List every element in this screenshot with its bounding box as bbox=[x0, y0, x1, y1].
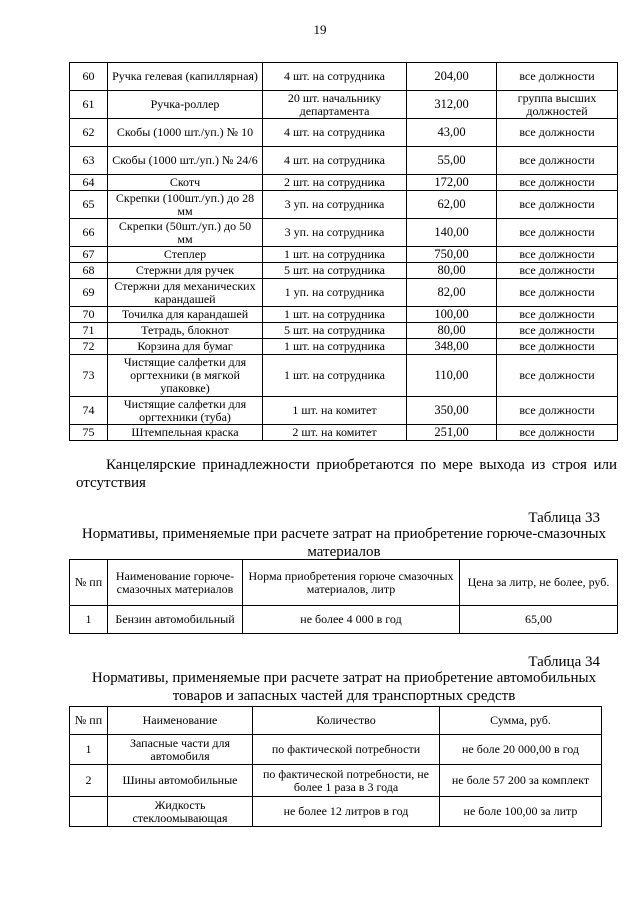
cell-price: 140,00 bbox=[407, 219, 497, 247]
cell-name: Стержни для механических карандашей bbox=[108, 279, 263, 307]
cell-positions: все должности bbox=[497, 247, 618, 263]
cell-norm: 5 шт. на сотрудника bbox=[263, 263, 407, 279]
cell-positions: все должности bbox=[497, 279, 618, 307]
table-row bbox=[70, 797, 602, 827]
cell-positions: все должности bbox=[497, 323, 618, 339]
cell-positions: все должности bbox=[497, 147, 618, 175]
table-row bbox=[70, 63, 618, 91]
cell-name: Чистящие салфетки для оргтехники (в мягкой упаковке) bbox=[108, 355, 263, 397]
cell-price: 80,00 bbox=[407, 263, 497, 279]
cell-positions: все должности bbox=[497, 219, 618, 247]
table-row bbox=[70, 263, 618, 279]
table-34-caption: Нормативы, применяемые при расчете затрат на приобретение автомобильных товаров и запасных частей для транспортных средств bbox=[91, 670, 597, 704]
cell-norm: 3 уп. на сотрудника bbox=[263, 191, 407, 219]
table-cell: по фактической потребности, не более 1 раза в 3 года bbox=[253, 765, 440, 797]
cell-name: Степлер bbox=[108, 247, 263, 263]
header-cell: Количество bbox=[253, 707, 440, 735]
cell-positions: все должности bbox=[497, 397, 618, 425]
cell-name: Чистящие салфетки для оргтехники (туба) bbox=[108, 397, 263, 425]
cell-price: 82,00 bbox=[407, 279, 497, 307]
cell-name: Ручка гелевая (капиллярная) bbox=[108, 63, 263, 91]
header-cell: Сумма, руб. bbox=[440, 707, 602, 735]
table-row bbox=[70, 735, 602, 765]
cell-n: 73 bbox=[70, 355, 108, 397]
table-row bbox=[70, 339, 618, 355]
cell-price: 172,00 bbox=[407, 175, 497, 191]
table-cell: Шины автомобильные bbox=[108, 765, 253, 797]
cell-positions: группа высших должностей bbox=[497, 91, 618, 119]
table-row bbox=[70, 425, 618, 441]
table-row bbox=[70, 307, 618, 323]
cell-norm: 5 шт. на сотрудника bbox=[263, 323, 407, 339]
cell-name: Корзина для бумаг bbox=[108, 339, 263, 355]
table-row bbox=[70, 175, 618, 191]
table-row bbox=[70, 219, 618, 247]
cell-n: 67 bbox=[70, 247, 108, 263]
cell-n: 61 bbox=[70, 91, 108, 119]
cell-n: 64 bbox=[70, 175, 108, 191]
header-cell: Норма приобретения горюче смазочных материалов, литр bbox=[243, 560, 460, 606]
cell-norm: 1 шт. на сотрудника bbox=[263, 339, 407, 355]
cell-norm: 1 шт. на комитет bbox=[263, 397, 407, 425]
cell-positions: все должности bbox=[497, 191, 618, 219]
cell-norm: 4 шт. на сотрудника bbox=[263, 147, 407, 175]
cell-positions: все должности bbox=[497, 63, 618, 91]
cell-n: 66 bbox=[70, 219, 108, 247]
cell-n: 68 bbox=[70, 263, 108, 279]
cell-norm: 2 шт. на сотрудника bbox=[263, 175, 407, 191]
cell-positions: все должности bbox=[497, 339, 618, 355]
table-cell: не более 4 000 в год bbox=[243, 606, 460, 634]
cell-price: 204,00 bbox=[407, 63, 497, 91]
cell-norm: 4 шт. на сотрудника bbox=[263, 119, 407, 147]
cell-price: 62,00 bbox=[407, 191, 497, 219]
table-cell: не боле 20 000,00 в год bbox=[440, 735, 602, 765]
cell-norm: 1 шт. на сотрудника bbox=[263, 247, 407, 263]
auto-parts-table bbox=[69, 706, 602, 827]
supplies-note: Канцелярские принадлежности приобретаются по мере выхода из строя или отсутствия bbox=[76, 457, 617, 491]
table-cell: Бензин автомобильный bbox=[108, 606, 243, 634]
cell-norm: 3 уп. на сотрудника bbox=[263, 219, 407, 247]
cell-n: 70 bbox=[70, 307, 108, 323]
cell-norm: 20 шт. начальнику департамента bbox=[263, 91, 407, 119]
table-cell: 2 bbox=[70, 765, 108, 797]
cell-name: Ручка-роллер bbox=[108, 91, 263, 119]
cell-price: 55,00 bbox=[407, 147, 497, 175]
cell-price: 110,00 bbox=[407, 355, 497, 397]
cell-n: 71 bbox=[70, 323, 108, 339]
table-33-label: Таблица 33 bbox=[528, 510, 600, 526]
cell-positions: все должности bbox=[497, 263, 618, 279]
table-cell: 65,00 bbox=[460, 606, 618, 634]
cell-name: Скотч bbox=[108, 175, 263, 191]
table-cell: не боле 57 200 за комплект bbox=[440, 765, 602, 797]
cell-n: 74 bbox=[70, 397, 108, 425]
cell-norm: 2 шт. на комитет bbox=[263, 425, 407, 441]
cell-norm: 1 шт. на сотрудника bbox=[263, 307, 407, 323]
table-33-caption: Нормативы, применяемые при расчете затрат на приобретение горюче-смазочных материалов bbox=[81, 526, 607, 560]
table-row bbox=[70, 323, 618, 339]
cell-name: Точилка для карандашей bbox=[108, 307, 263, 323]
cell-price: 80,00 bbox=[407, 323, 497, 339]
table-row bbox=[70, 355, 618, 397]
table-cell: Запасные части для автомобиля bbox=[108, 735, 253, 765]
cell-price: 100,00 bbox=[407, 307, 497, 323]
cell-positions: все должности bbox=[497, 355, 618, 397]
cell-name: Скобы (1000 шт./уп.) № 10 bbox=[108, 119, 263, 147]
table-row bbox=[70, 119, 618, 147]
table-row bbox=[70, 147, 618, 175]
cell-positions: все должности bbox=[497, 307, 618, 323]
cell-name: Скрепки (100шт./уп.) до 28 мм bbox=[108, 191, 263, 219]
cell-norm: 1 уп. на сотрудника bbox=[263, 279, 407, 307]
cell-positions: все должности bbox=[497, 425, 618, 441]
cell-norm: 1 шт. на сотрудника bbox=[263, 355, 407, 397]
cell-norm: 4 шт. на сотрудника bbox=[263, 63, 407, 91]
header-cell: Цена за литр, не более, руб. bbox=[460, 560, 618, 606]
cell-positions: все должности bbox=[497, 175, 618, 191]
cell-name: Скобы (1000 шт./уп.) № 24/6 bbox=[108, 147, 263, 175]
table-cell: 1 bbox=[70, 606, 108, 634]
cell-n: 75 bbox=[70, 425, 108, 441]
table-row bbox=[70, 247, 618, 263]
table-cell bbox=[70, 797, 108, 827]
table-row bbox=[70, 279, 618, 307]
cell-n: 72 bbox=[70, 339, 108, 355]
office-supplies-table bbox=[69, 62, 618, 441]
table-34-label: Таблица 34 bbox=[528, 654, 600, 670]
table-row bbox=[70, 397, 618, 425]
header-cell: № пп bbox=[70, 707, 108, 735]
table-cell: по фактической потребности bbox=[253, 735, 440, 765]
fuel-norms-table bbox=[69, 559, 618, 634]
cell-name: Штемпельная краска bbox=[108, 425, 263, 441]
table-row bbox=[70, 91, 618, 119]
cell-n: 63 bbox=[70, 147, 108, 175]
cell-price: 251,00 bbox=[407, 425, 497, 441]
cell-name: Стержни для ручек bbox=[108, 263, 263, 279]
table-row bbox=[70, 765, 602, 797]
cell-price: 312,00 bbox=[407, 91, 497, 119]
cell-price: 350,00 bbox=[407, 397, 497, 425]
cell-n: 62 bbox=[70, 119, 108, 147]
table-cell: не более 12 литров в год bbox=[253, 797, 440, 827]
header-cell: Наименование горюче-смазочных материалов bbox=[108, 560, 243, 606]
cell-name: Тетрадь, блокнот bbox=[108, 323, 263, 339]
cell-n: 65 bbox=[70, 191, 108, 219]
cell-n: 69 bbox=[70, 279, 108, 307]
table-cell: 1 bbox=[70, 735, 108, 765]
cell-n: 60 bbox=[70, 63, 108, 91]
table-cell: не боле 100,00 за литр bbox=[440, 797, 602, 827]
table-row bbox=[70, 191, 618, 219]
table-cell: Жидкость стеклоомывающая bbox=[108, 797, 253, 827]
cell-positions: все должности bbox=[497, 119, 618, 147]
header-cell: № пп bbox=[70, 560, 108, 606]
cell-price: 348,00 bbox=[407, 339, 497, 355]
cell-price: 750,00 bbox=[407, 247, 497, 263]
table-row bbox=[70, 606, 618, 634]
cell-price: 43,00 bbox=[407, 119, 497, 147]
header-cell: Наименование bbox=[108, 707, 253, 735]
page-number: 19 bbox=[313, 22, 327, 37]
cell-name: Скрепки (50шт./уп.) до 50 мм bbox=[108, 219, 263, 247]
